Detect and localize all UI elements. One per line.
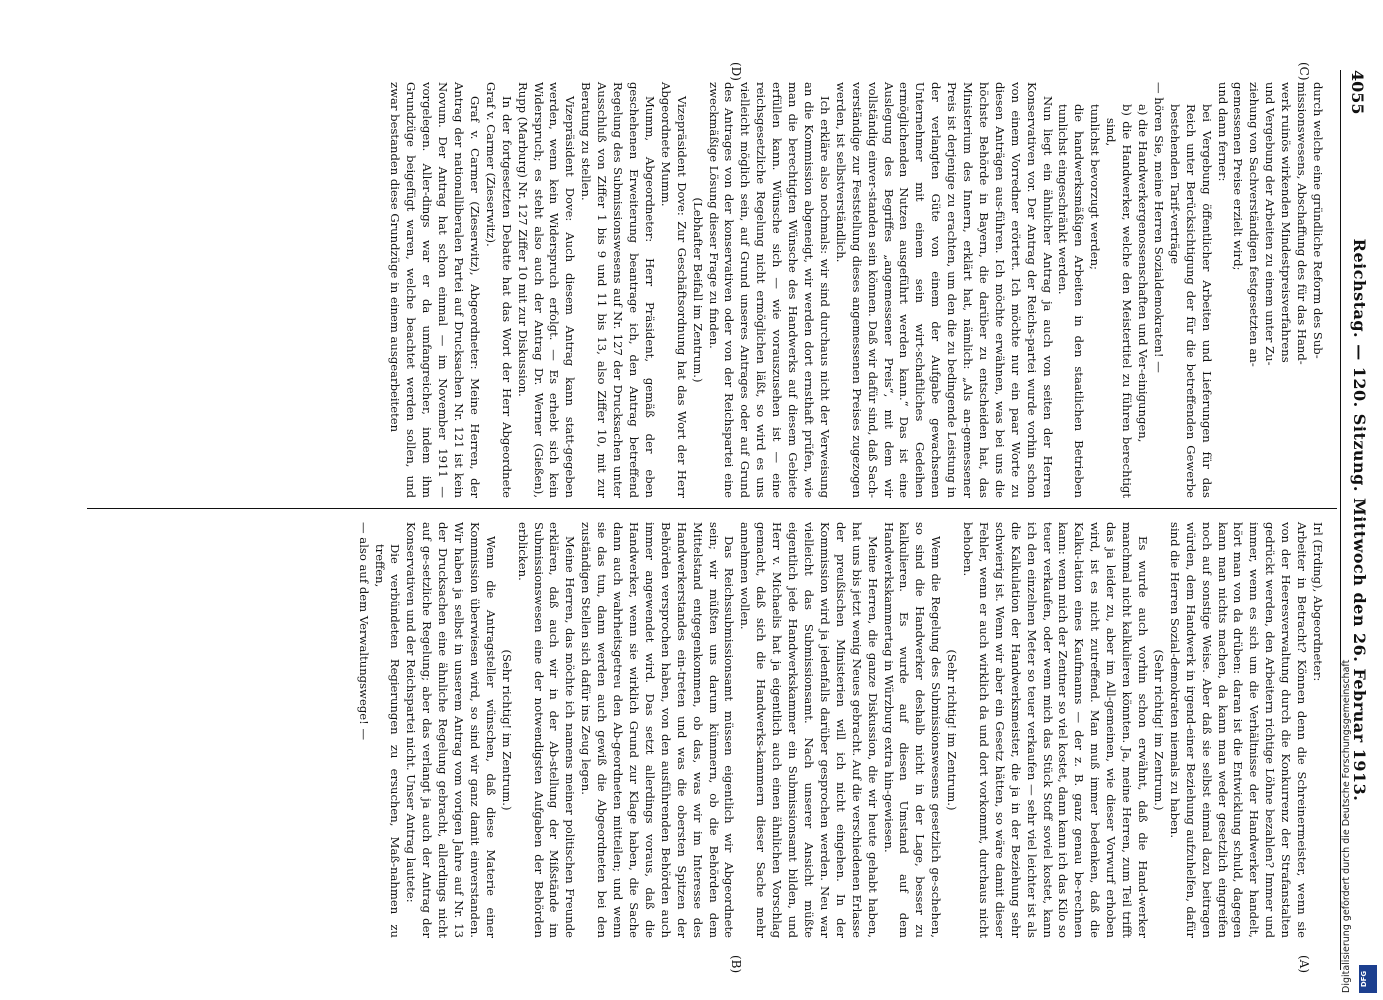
quote-item: a) die Handwerkergenossenschaften und Ver-einigungen, <box>1136 104 1151 443</box>
dfg-logo-text: DFG <box>1360 970 1369 988</box>
paragraph: durch welche eine gründliche Reform des Sub- <box>1311 82 1325 359</box>
paragraph: Nun liegt ein ähnlicher Antrag ja auch von seiten der Herren Konservativen vor. Der Antrag der Reichs-partei wurde vorhin schon von einem Vorredner erörtert. Ich möchte nur ein paar Worte zu diesen Anträgen aus-führen. Ich möchte erwähnen, was bei uns die höchste Behörde in Bayern, die darüber zu entscheiden hat, das Ministerium des Innern, erklärt hat, nämlich: „Als an-gemessener Preis ist derjenige zu erachten, um den die zu bedingende Leistung in der verlangten Güte von einem der Aufgabe gewachsenen Unternehmer mit einem sein wirt-schaftliches Gedeihen ermöglichenden Nutzen ausgeführt werden kann.“ Das ist eine Auslegung des Begriffes „angemessener Preis“, mit dem wir vollständig einver-standen sein können. Daß wir dafür sind, daß Sach-verständige zur Feststellung dieses angemessenen Preises zugezogen werden, ist selbstverständlich. <box>833 82 1055 498</box>
margin-marker-d: (D) <box>729 62 743 81</box>
interjection: (Sehr richtig! im Zentrum.) <box>945 649 960 811</box>
quote: tunlichst bevorzugt werden; <box>1088 104 1103 270</box>
paragraph: Das Reichssubmissionsamt müssen eigentlich wir Abgeordnete sein; wir müßten uns darum kümmern, ob die Behörden dem Mittelstand entgegenkommen, ob das, was wir im Interesse des Handwerkerstandes ein-treten und was die obersten Spitzen der Behörden versprochen haben, von den ausführenden Behörden auch immer angewendet wird. Das setzt allerdings voraus, daß die Handwerker, wenn sie wirklich Grund zur Klage haben, die Sache dann auch wahrheitsgetreu den Ab-geordneten mitteilen; und wenn sie das tun, dann werden auch gewiß die Abgeordneten bei den zuständigen Stellen sich dafür ins Zeug legen. <box>579 522 737 938</box>
margin-marker-b: (B) <box>729 955 743 974</box>
paragraph: werk ruinös wirkenden Mindestpreisverfahrens <box>1279 82 1294 363</box>
margin-marker-a: (A) <box>1297 955 1311 974</box>
paragraph: und Vergebung der Arbeiten zu einem unter Zu- <box>1263 82 1278 366</box>
quote-item: b) die Handwerker, welche den Meistertitel zu führen berechtigt sind, <box>1104 104 1135 498</box>
paragraph: Wenn die Regelung des Submissionswesens gesetzlich ge-schehen, so sind die Handwerker deshalb nicht in der Lage, besser zu kalkulieren. Es wurde auf diesen Umstand auf dem Handwerkskammertag in Würzburg extra hin-gewiesen. <box>881 522 944 938</box>
left-column <box>387 82 1325 498</box>
page-number: 4055 <box>1348 70 1367 115</box>
interjection: (Sehr richtig! im Zentrum.) <box>499 649 514 811</box>
quote: Die verbündeten Regierungen zu ersuchen, Maß-nahmen zu treffen, <box>372 544 403 938</box>
paragraph: gemessenen Preise erzielt wird; <box>1231 82 1246 271</box>
quote: bei Vergebung öffentlicher Arbeiten und Lieferungen für das Reich unter Berücksichtigung der für die betreffenden Gewerbe bestehenden Tarif-verträge <box>1167 104 1214 498</box>
paragraph: Arbeiter in Betracht? Können denn die Schreinermeister, wenn sie von der Heeresverwaltung durch die Konkurrenz der Strafanstalten gedrückt werden, den Arbeitern richtige Löhne bezahlen? Immer und immer, wenn es sich um die Verhältnisse der Handwerker handelt, hört man von da drüben: daran ist die Entwicklung schuld, dagegen kann man nichts machen, da kann man weder gesetzlich eingreifen noch auf sonstige Weise. Aber daß sie selbst einmal dazu beitragen würden, dem Handwerk in irgend-einer Beziehung aufzuhelfen, dafür sind die Herren Sozial-demokraten niemals zu haben. <box>1167 522 1310 938</box>
paragraph: Wenn die Antragsteller wünschen, daß diese Materie einer Kommission überwiesen wird, so sind wir ganz damit einverstanden. Wir haben ja selbst in unserem Antrag vom vorigen Jahre auf Nr. 13 der Drucksachen eine ähnliche Regelung gebracht, allerdings nicht auf ge-setzliche Regelung; aber das verlangt ja auch der Antrag der Konservativen und der Reichspartei nicht. Unser Antrag lautete: <box>404 522 498 938</box>
paragraph: Mumm, Abgeordneter: Herr Präsident, gemäß der eben geschehenen Erweiterung beantrage ich, den Antrag betreffend Regelung des Submissionswesens auf Nr. 127 der Drucksachen unter Ausschluß von Ziffer 1 bis 9 und 11 bis 13, also Ziffer 10, mit zur Beratung zu stellen. <box>579 82 657 498</box>
paragraph: Graf v. Carmer (Zieserwitz), Abgeordneter: Meine Herren, der Antrag der nationalliberalen Partei auf Drucksachen Nr. 121 ist kein Novum. Der Antrag hat schon einmal — im November 1911 — vorgelegen. Aller-dings war er da umfangreicher, indem ihm Grundzüge beigefügt waren, welche beachtet werden sollen, und zwar bestanden diese Grundzüge in einem ausgearbeiteten <box>388 82 482 498</box>
paragraph: Meine Herren, die ganze Diskussion, die wir heute gehabt haben, hat uns bis jetzt wenig Neues gebracht. Auf die verschiedenen Erlasse der preußischen Ministerien will ich nicht eingehen. In der Kommission wird ja jedenfalls darüber gesprochen werden. Neu war vielleicht das Submissionsamt. Nach unserer Ansicht müßte eigentlich jede Handwerkskammer ein Submissionsamt bilden, und Herr v. Michaelis hat ja eigentlich auch einen ähnlichen Vorschlag gemacht, daß sich die Handwerks-kammern dieser Sache mehr annehmen wollen. <box>738 522 880 938</box>
column-divider <box>87 508 1337 509</box>
paragraph: Meine Herren, das möchte ich namens meiner politischen Freunde erklären, daß auch wir in der Ab-stellung der Mißstände im Submissionswesen eine der notwendigsten Aufgaben der Behörden erblicken. <box>515 522 578 938</box>
paragraph: Ich erkläre also nochmals: wir sind durchaus nicht der Verweisung an die Kommission abgeneigt, wir werden dort ernsthaft prüfen, wie man die berechtigten Wünsche des Handwerks auf diesem Gebiete erfüllen kann. Wünsche sich — wie vorauszusehen ist — eine reichsgesetzliche Regelung nicht ermöglichen läßt, so wird es uns vielleicht möglich sein, auf Grund unseres Antrages oder auf Grund des Antrages von der konservativen oder von der Reichspartei eine zweckmäßige Lösung dieser Frage zu finden. <box>706 82 832 498</box>
attribution-text: Digitalisierung gefördert durch die Deutsche Forschungsgemeinschaft <box>1341 659 1352 993</box>
paragraph: In der fortgesetzten Debatte hat das Wort der Herr Abgeordnete Graf v. Carmer (Zieserwitz). <box>483 82 514 498</box>
speaker-label: Irl (Erding), Abgeordneter: <box>1311 522 1325 682</box>
paragraph: — also auf dem Verwaltungswege! — <box>356 522 371 741</box>
paragraph: missionswesens, Abschaffung des für das Hand- <box>1295 82 1310 365</box>
paragraph: ziehung von Sachverständigen festgesetzten an- <box>1247 82 1262 367</box>
paragraph: und dann ferner: <box>1215 82 1230 182</box>
page-title: Reichstag. — 120. Sitzung. Mittwoch den 26. Februar 1913. <box>1350 238 1369 802</box>
attribution-sidebar <box>1325 3 1381 997</box>
interjection: (Lebhafter Beifall im Zentrum.) <box>690 197 705 383</box>
quote: die handwerksmäßigen Arbeiten in den staatlichen Betrieben tunlichst eingeschränkt werden. <box>1056 104 1087 498</box>
paragraph: Es wurde auch vorhin schon erwähnt, daß die Hand-werker manchmal nicht kalkulieren könnten. Ja, meine Herren, zum Teil trifft das ja leider zu, aber im All-gemeinen, wie dieser Vorwurf erhoben wird, ist es nicht zutreffend. Man muß immer bedenken, daß die Kalku-lation eines Kaufmanns — der z. B. ganz genau be-rechnen kann: wenn mich der Zentner so viel kostet, dann kann ich das Kilo so teuer verkaufen, oder wenn mich das Stück Stoff soviel kostet, kann ich den einzelnen Meter so teuer verkaufen — sehr viel leichter ist als die Kalkulation der Handwerksmeister, die ja in der Beziehung sehr schwierig ist. Wenn wir aber ein Gesetz hätten, so wäre damit dieser Fehler, wenn er auch wirklich da und dort vorkommt, durchaus nicht behoben. <box>961 522 1151 938</box>
paragraph: Vizepräsident Dove: Auch diesem Antrag kann statt-gegeben werden, wenn kein Widerspruch erfolgt. — Es erhebt sich kein Widerspruch; es steht also auch der Antrag Dr. Werner (Gießen), Rupp (Marburg) Nr. 127 Ziffer 10 mit zur Diskussion. <box>515 82 578 498</box>
dfg-logo <box>1359 965 1377 993</box>
paragraph: — hören Sie, meine Herren Sozialdemokraten! — <box>1151 82 1166 373</box>
interjection: (Sehr richtig! im Zentrum.) <box>1151 649 1166 811</box>
right-column <box>355 522 1325 938</box>
margin-marker-c: (C) <box>1297 62 1311 81</box>
paragraph: Vizepräsident Dove: Zur Geschäftsordnung hat das Wort der Herr Abgeordnete Mumm. <box>658 82 689 498</box>
